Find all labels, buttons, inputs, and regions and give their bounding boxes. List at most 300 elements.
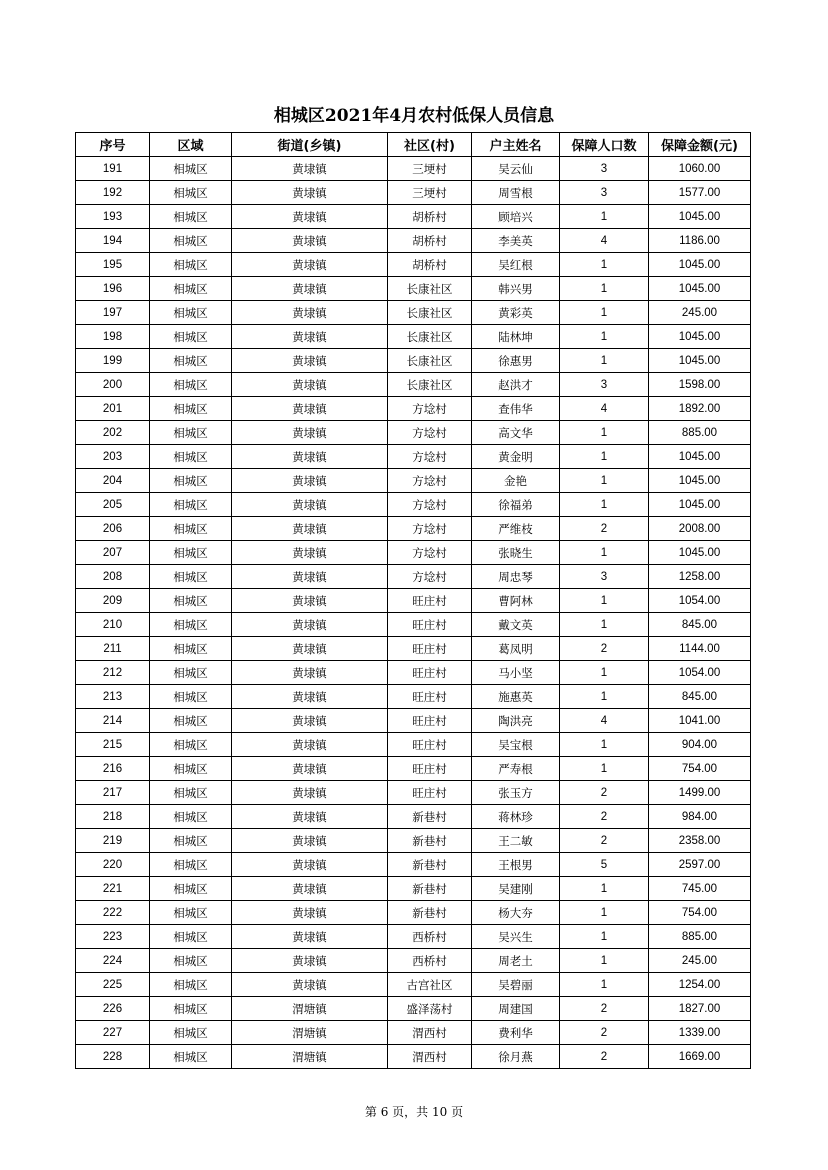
table-row	[76, 997, 751, 1021]
cell-district: 相城区	[150, 181, 232, 205]
cell-district: 相城区	[150, 973, 232, 997]
cell-householder: 徐惠男	[472, 349, 560, 373]
cell-district: 相城区	[150, 493, 232, 517]
table-row	[76, 445, 751, 469]
cell-amount: 1054.00	[649, 589, 751, 613]
cell-persons: 1	[560, 253, 649, 277]
table-body	[76, 157, 751, 1069]
table-row	[76, 925, 751, 949]
cell-village: 渭西村	[388, 1021, 472, 1045]
table-row	[76, 349, 751, 373]
cell-persons: 1	[560, 421, 649, 445]
table-row	[76, 205, 751, 229]
cell-town: 渭塘镇	[232, 1045, 388, 1069]
table-row	[76, 469, 751, 493]
cell-index: 194	[76, 229, 150, 253]
cell-district: 相城区	[150, 613, 232, 637]
cell-amount: 1045.00	[649, 349, 751, 373]
cell-district: 相城区	[150, 781, 232, 805]
table-row	[76, 373, 751, 397]
cell-amount: 1041.00	[649, 709, 751, 733]
cell-householder: 周雪根	[472, 181, 560, 205]
cell-householder: 葛凤明	[472, 637, 560, 661]
cell-index: 198	[76, 325, 150, 349]
cell-amount: 1892.00	[649, 397, 751, 421]
table-row	[76, 637, 751, 661]
cell-village: 旺庄村	[388, 613, 472, 637]
cell-town: 黄埭镇	[232, 901, 388, 925]
cell-persons: 2	[560, 517, 649, 541]
table-row	[76, 397, 751, 421]
cell-village: 方埝村	[388, 445, 472, 469]
cell-householder: 吴宝根	[472, 733, 560, 757]
cell-district: 相城区	[150, 301, 232, 325]
cell-district: 相城区	[150, 373, 232, 397]
cell-town: 黄埭镇	[232, 469, 388, 493]
cell-persons: 3	[560, 373, 649, 397]
cell-amount: 245.00	[649, 301, 751, 325]
cell-persons: 1	[560, 973, 649, 997]
cell-district: 相城区	[150, 157, 232, 181]
cell-town: 黄埭镇	[232, 637, 388, 661]
cell-persons: 1	[560, 757, 649, 781]
cell-householder: 王二敏	[472, 829, 560, 853]
cell-householder: 吴建刚	[472, 877, 560, 901]
cell-amount: 1045.00	[649, 445, 751, 469]
cell-index: 223	[76, 925, 150, 949]
cell-district: 相城区	[150, 829, 232, 853]
cell-district: 相城区	[150, 253, 232, 277]
cell-district: 相城区	[150, 1045, 232, 1069]
cell-index: 219	[76, 829, 150, 853]
cell-district: 相城区	[150, 565, 232, 589]
cell-index: 214	[76, 709, 150, 733]
cell-index: 192	[76, 181, 150, 205]
cell-town: 黄埭镇	[232, 757, 388, 781]
table-row	[76, 733, 751, 757]
cell-persons: 1	[560, 589, 649, 613]
cell-amount: 1186.00	[649, 229, 751, 253]
cell-village: 方埝村	[388, 493, 472, 517]
cell-persons: 3	[560, 565, 649, 589]
cell-town: 黄埭镇	[232, 373, 388, 397]
cell-index: 215	[76, 733, 150, 757]
cell-index: 204	[76, 469, 150, 493]
cell-district: 相城区	[150, 685, 232, 709]
cell-householder: 张晓生	[472, 541, 560, 565]
cell-town: 黄埭镇	[232, 613, 388, 637]
table-row	[76, 877, 751, 901]
cell-persons: 4	[560, 709, 649, 733]
cell-index: 201	[76, 397, 150, 421]
cell-householder: 黄金明	[472, 445, 560, 469]
cell-index: 199	[76, 349, 150, 373]
cell-village: 方埝村	[388, 541, 472, 565]
cell-village: 新巷村	[388, 877, 472, 901]
recipients-table	[75, 132, 751, 1069]
cell-persons: 3	[560, 181, 649, 205]
cell-village: 长康社区	[388, 301, 472, 325]
cell-district: 相城区	[150, 325, 232, 349]
cell-town: 黄埭镇	[232, 853, 388, 877]
cell-amount: 1045.00	[649, 253, 751, 277]
cell-amount: 245.00	[649, 949, 751, 973]
cell-persons: 2	[560, 829, 649, 853]
cell-town: 黄埭镇	[232, 829, 388, 853]
cell-persons: 2	[560, 805, 649, 829]
cell-town: 黄埭镇	[232, 181, 388, 205]
table-row	[76, 565, 751, 589]
cell-village: 方埝村	[388, 565, 472, 589]
cell-town: 黄埭镇	[232, 661, 388, 685]
table-row	[76, 949, 751, 973]
cell-village: 胡桥村	[388, 205, 472, 229]
cell-town: 黄埭镇	[232, 877, 388, 901]
cell-amount: 845.00	[649, 613, 751, 637]
cell-village: 长康社区	[388, 277, 472, 301]
cell-householder: 戴文英	[472, 613, 560, 637]
cell-village: 古宫社区	[388, 973, 472, 997]
cell-persons: 1	[560, 349, 649, 373]
cell-district: 相城区	[150, 205, 232, 229]
cell-amount: 2008.00	[649, 517, 751, 541]
cell-village: 新巷村	[388, 901, 472, 925]
cell-persons: 1	[560, 541, 649, 565]
cell-persons: 1	[560, 445, 649, 469]
cell-town: 黄埭镇	[232, 421, 388, 445]
cell-persons: 1	[560, 925, 649, 949]
cell-town: 黄埭镇	[232, 949, 388, 973]
cell-village: 旺庄村	[388, 709, 472, 733]
cell-amount: 1577.00	[649, 181, 751, 205]
cell-town: 黄埭镇	[232, 925, 388, 949]
cell-householder: 严维枝	[472, 517, 560, 541]
cell-village: 三埂村	[388, 181, 472, 205]
table-row	[76, 709, 751, 733]
table-row	[76, 805, 751, 829]
cell-householder: 施惠英	[472, 685, 560, 709]
cell-persons: 1	[560, 469, 649, 493]
cell-index: 209	[76, 589, 150, 613]
cell-persons: 1	[560, 877, 649, 901]
cell-amount: 904.00	[649, 733, 751, 757]
cell-amount: 1669.00	[649, 1045, 751, 1069]
cell-village: 胡桥村	[388, 253, 472, 277]
cell-district: 相城区	[150, 853, 232, 877]
cell-village: 新巷村	[388, 853, 472, 877]
cell-householder: 徐月燕	[472, 1045, 560, 1069]
cell-district: 相城区	[150, 349, 232, 373]
cell-town: 黄埭镇	[232, 781, 388, 805]
cell-index: 195	[76, 253, 150, 277]
cell-index: 227	[76, 1021, 150, 1045]
table-row	[76, 589, 751, 613]
cell-town: 渭塘镇	[232, 1021, 388, 1045]
cell-town: 黄埭镇	[232, 277, 388, 301]
page-title: 相城区2021年4月农村低保人员信息	[273, 106, 555, 126]
cell-householder: 顾培兴	[472, 205, 560, 229]
cell-persons: 2	[560, 781, 649, 805]
cell-village: 旺庄村	[388, 685, 472, 709]
cell-amount: 1045.00	[649, 277, 751, 301]
cell-amount: 984.00	[649, 805, 751, 829]
cell-householder: 周老土	[472, 949, 560, 973]
cell-district: 相城区	[150, 901, 232, 925]
cell-town: 黄埭镇	[232, 733, 388, 757]
cell-householder: 陆林坤	[472, 325, 560, 349]
cell-district: 相城区	[150, 517, 232, 541]
table-row	[76, 541, 751, 565]
cell-district: 相城区	[150, 637, 232, 661]
cell-householder: 吴碧丽	[472, 973, 560, 997]
cell-persons: 2	[560, 637, 649, 661]
cell-district: 相城区	[150, 733, 232, 757]
cell-district: 相城区	[150, 421, 232, 445]
table-row	[76, 613, 751, 637]
cell-amount: 754.00	[649, 901, 751, 925]
cell-town: 黄埭镇	[232, 709, 388, 733]
cell-village: 旺庄村	[388, 733, 472, 757]
cell-town: 黄埭镇	[232, 229, 388, 253]
cell-district: 相城区	[150, 469, 232, 493]
cell-amount: 1827.00	[649, 997, 751, 1021]
cell-town: 黄埭镇	[232, 325, 388, 349]
cell-index: 224	[76, 949, 150, 973]
cell-amount: 1045.00	[649, 205, 751, 229]
cell-town: 黄埭镇	[232, 973, 388, 997]
cell-householder: 马小坚	[472, 661, 560, 685]
cell-town: 黄埭镇	[232, 301, 388, 325]
table-row	[76, 229, 751, 253]
cell-householder: 杨大夯	[472, 901, 560, 925]
cell-district: 相城区	[150, 997, 232, 1021]
column-header-amount: 保障金额(元)	[649, 133, 751, 157]
cell-village: 长康社区	[388, 325, 472, 349]
cell-index: 220	[76, 853, 150, 877]
cell-village: 新巷村	[388, 805, 472, 829]
cell-amount: 1499.00	[649, 781, 751, 805]
cell-district: 相城区	[150, 1021, 232, 1045]
cell-amount: 754.00	[649, 757, 751, 781]
header-row	[76, 133, 751, 157]
cell-index: 208	[76, 565, 150, 589]
cell-householder: 周建国	[472, 997, 560, 1021]
table-row	[76, 853, 751, 877]
cell-village: 西桥村	[388, 949, 472, 973]
table-row	[76, 757, 751, 781]
cell-householder: 张玉方	[472, 781, 560, 805]
cell-town: 黄埭镇	[232, 253, 388, 277]
cell-amount: 1254.00	[649, 973, 751, 997]
cell-index: 200	[76, 373, 150, 397]
cell-amount: 1045.00	[649, 493, 751, 517]
cell-village: 旺庄村	[388, 781, 472, 805]
cell-householder: 韩兴男	[472, 277, 560, 301]
cell-town: 黄埭镇	[232, 517, 388, 541]
cell-index: 203	[76, 445, 150, 469]
cell-village: 胡桥村	[388, 229, 472, 253]
cell-persons: 1	[560, 277, 649, 301]
cell-amount: 845.00	[649, 685, 751, 709]
cell-town: 黄埭镇	[232, 565, 388, 589]
cell-householder: 吴兴生	[472, 925, 560, 949]
table-row	[76, 685, 751, 709]
cell-persons: 1	[560, 901, 649, 925]
cell-town: 黄埭镇	[232, 805, 388, 829]
table-row	[76, 1045, 751, 1069]
cell-district: 相城区	[150, 949, 232, 973]
table-row	[76, 253, 751, 277]
cell-village: 西桥村	[388, 925, 472, 949]
table-row	[76, 973, 751, 997]
cell-persons: 1	[560, 493, 649, 517]
cell-amount: 1598.00	[649, 373, 751, 397]
cell-index: 210	[76, 613, 150, 637]
cell-index: 213	[76, 685, 150, 709]
cell-amount: 1045.00	[649, 325, 751, 349]
table-row	[76, 277, 751, 301]
table-row	[76, 301, 751, 325]
cell-index: 206	[76, 517, 150, 541]
cell-village: 方埝村	[388, 517, 472, 541]
cell-householder: 蒋林珍	[472, 805, 560, 829]
cell-persons: 4	[560, 229, 649, 253]
table-row	[76, 829, 751, 853]
cell-index: 196	[76, 277, 150, 301]
cell-householder: 高文华	[472, 421, 560, 445]
cell-village: 三埂村	[388, 157, 472, 181]
cell-index: 212	[76, 661, 150, 685]
cell-district: 相城区	[150, 709, 232, 733]
cell-amount: 1045.00	[649, 541, 751, 565]
cell-index: 225	[76, 973, 150, 997]
cell-householder: 徐福弟	[472, 493, 560, 517]
cell-amount: 1054.00	[649, 661, 751, 685]
table-row	[76, 493, 751, 517]
table-row	[76, 901, 751, 925]
table-row	[76, 661, 751, 685]
cell-district: 相城区	[150, 877, 232, 901]
column-header-town: 街道(乡镇)	[232, 133, 388, 157]
cell-householder: 曹阿林	[472, 589, 560, 613]
column-header-householder: 户主姓名	[472, 133, 560, 157]
cell-householder: 陶洪亮	[472, 709, 560, 733]
cell-town: 渭塘镇	[232, 997, 388, 1021]
cell-town: 黄埭镇	[232, 589, 388, 613]
cell-index: 228	[76, 1045, 150, 1069]
cell-householder: 李美英	[472, 229, 560, 253]
cell-index: 202	[76, 421, 150, 445]
cell-householder: 王根男	[472, 853, 560, 877]
cell-village: 新巷村	[388, 829, 472, 853]
cell-index: 193	[76, 205, 150, 229]
cell-town: 黄埭镇	[232, 397, 388, 421]
table-row	[76, 517, 751, 541]
cell-amount: 1060.00	[649, 157, 751, 181]
cell-town: 黄埭镇	[232, 541, 388, 565]
cell-village: 方埝村	[388, 397, 472, 421]
cell-amount: 1339.00	[649, 1021, 751, 1045]
cell-index: 221	[76, 877, 150, 901]
cell-amount: 885.00	[649, 421, 751, 445]
cell-persons: 3	[560, 157, 649, 181]
cell-index: 218	[76, 805, 150, 829]
cell-amount: 745.00	[649, 877, 751, 901]
cell-amount: 1045.00	[649, 469, 751, 493]
cell-index: 207	[76, 541, 150, 565]
cell-householder: 黄彩英	[472, 301, 560, 325]
cell-town: 黄埭镇	[232, 205, 388, 229]
cell-householder: 赵洪才	[472, 373, 560, 397]
cell-persons: 1	[560, 661, 649, 685]
cell-index: 197	[76, 301, 150, 325]
cell-village: 旺庄村	[388, 589, 472, 613]
cell-district: 相城区	[150, 925, 232, 949]
cell-householder: 费利华	[472, 1021, 560, 1045]
column-header-persons: 保障人口数	[560, 133, 649, 157]
cell-village: 旺庄村	[388, 661, 472, 685]
cell-index: 222	[76, 901, 150, 925]
cell-village: 方埝村	[388, 421, 472, 445]
cell-householder: 查伟华	[472, 397, 560, 421]
cell-amount: 2358.00	[649, 829, 751, 853]
cell-district: 相城区	[150, 397, 232, 421]
cell-persons: 2	[560, 1045, 649, 1069]
table-row	[76, 181, 751, 205]
cell-district: 相城区	[150, 229, 232, 253]
cell-amount: 1258.00	[649, 565, 751, 589]
cell-householder: 金艳	[472, 469, 560, 493]
cell-amount: 885.00	[649, 925, 751, 949]
cell-village: 旺庄村	[388, 757, 472, 781]
cell-persons: 1	[560, 205, 649, 229]
cell-district: 相城区	[150, 541, 232, 565]
cell-town: 黄埭镇	[232, 685, 388, 709]
cell-town: 黄埭镇	[232, 157, 388, 181]
cell-district: 相城区	[150, 277, 232, 301]
cell-persons: 1	[560, 949, 649, 973]
column-header-district: 区域	[150, 133, 232, 157]
cell-index: 205	[76, 493, 150, 517]
cell-index: 191	[76, 157, 150, 181]
cell-householder: 严寿根	[472, 757, 560, 781]
cell-index: 216	[76, 757, 150, 781]
cell-householder: 周忠琴	[472, 565, 560, 589]
table-row	[76, 325, 751, 349]
cell-persons: 2	[560, 997, 649, 1021]
cell-householder: 吴红根	[472, 253, 560, 277]
cell-householder: 吴云仙	[472, 157, 560, 181]
cell-town: 黄埭镇	[232, 349, 388, 373]
cell-town: 黄埭镇	[232, 445, 388, 469]
table-row	[76, 1021, 751, 1045]
cell-persons: 5	[560, 853, 649, 877]
cell-persons: 1	[560, 325, 649, 349]
cell-persons: 1	[560, 613, 649, 637]
cell-village: 方埝村	[388, 469, 472, 493]
cell-village: 渭西村	[388, 1045, 472, 1069]
cell-amount: 2597.00	[649, 853, 751, 877]
column-header-index: 序号	[76, 133, 150, 157]
cell-village: 盛泽荡村	[388, 997, 472, 1021]
cell-district: 相城区	[150, 805, 232, 829]
cell-index: 211	[76, 637, 150, 661]
cell-index: 226	[76, 997, 150, 1021]
cell-town: 黄埭镇	[232, 493, 388, 517]
cell-district: 相城区	[150, 589, 232, 613]
cell-persons: 1	[560, 301, 649, 325]
column-header-village: 社区(村)	[388, 133, 472, 157]
